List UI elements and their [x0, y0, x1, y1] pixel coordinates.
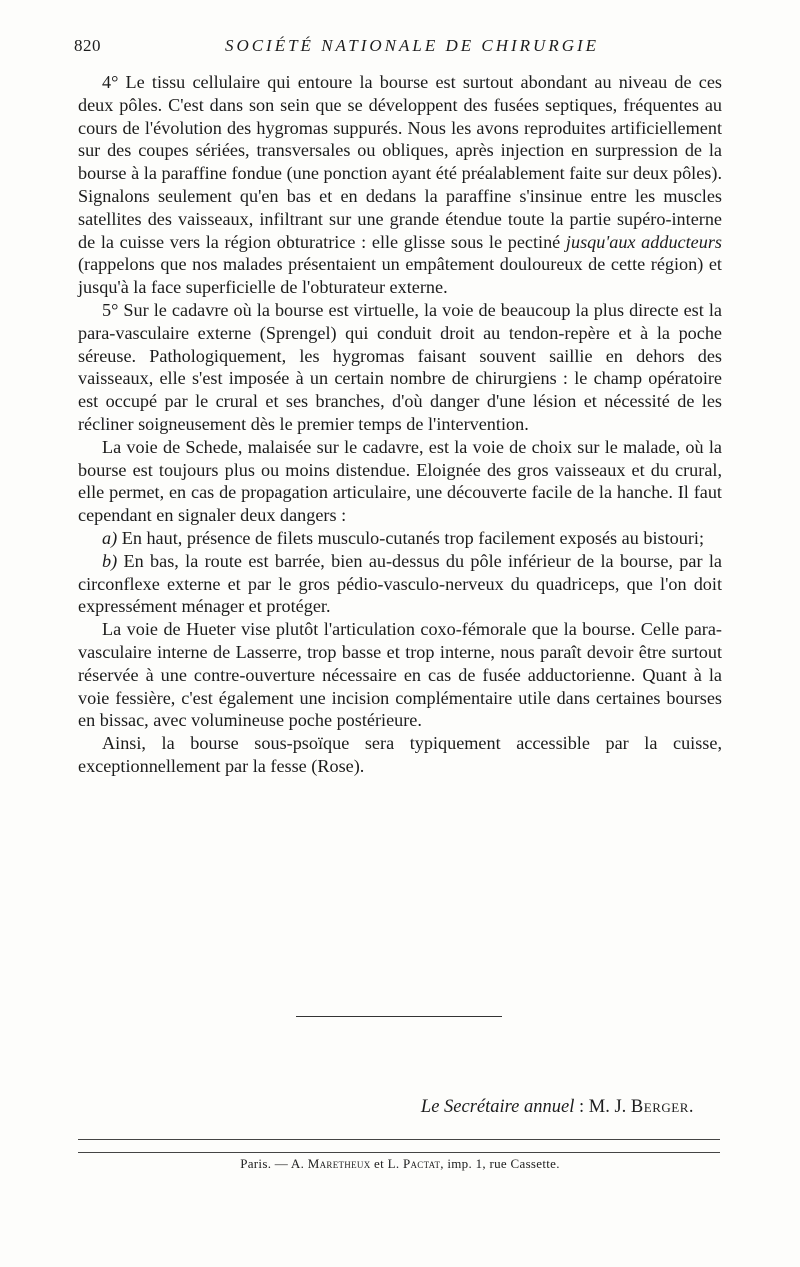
danger-a-text: En haut, présence de filets musculo-cutanés trop facilement exposés au bistouri;	[117, 527, 705, 548]
paragraph-4-italic: jusqu'aux adducteurs	[565, 231, 722, 252]
printer-imprint	[0, 1156, 800, 1172]
signature-surname: Berger.	[630, 1097, 694, 1117]
journal-title: SOCIÉTÉ NATIONALE DE CHIRURGIE	[224, 36, 600, 55]
signature-role: Le Secrétaire annuel	[420, 1097, 575, 1117]
paragraph-5: 5° Sur le cadavre où la bourse est virtuelle, la voie de beaucoup la plus directe est la para-vasculaire externe (Sprengel) qui conduit droit au tendon-repère et à la poche séreuse. Pathologiquement, les hygromas faisant souvent saillie en dehors des vaisseaux, elle s'est imposée à un certain nombre de chirurgiens : le champ opératoire est occupé par le crural et ses branches, d'où danger d'une lésion et nécessité de les récliner soigneusement dès le premier temps de l'intervention.	[78, 299, 722, 434]
signature	[421, 1097, 694, 1118]
imprint-printer-2: Pactat	[402, 1156, 441, 1171]
signature-initials: M. J.	[588, 1097, 631, 1117]
signature-separator: :	[574, 1097, 589, 1117]
paragraph-4-text-b: (rappelons que nos malades présentaient un empâtement douloureux de cette région) et jusqu'à la face superficielle de l'obturateur externe.	[78, 254, 722, 298]
paragraph-danger-a	[78, 527, 722, 550]
running-head	[74, 36, 720, 60]
danger-a-marker: a)	[102, 527, 118, 548]
danger-b-text: En bas, la route est barrée, bien au-dessus du pôle inférieur de la bourse, par la circonflexe externe et par le gros pédio-vasculo-nerveux du quadriceps, que l'on doit expressément ménager et protéger.	[78, 550, 722, 617]
imprint-and: et L.	[370, 1156, 403, 1171]
body-text	[78, 71, 722, 778]
paragraph-schede: La voie de Schede, malaisée sur le cadavre, est la voie de choix sur le malade, où la bourse est toujours plus ou moins distendue. Eloignée des gros vaisseaux et du crural, elle permet, en cas de propagation articulaire, une découverte facile de la hanche. Il faut cependant en signaler deux dangers :	[78, 436, 722, 526]
footer-rule-top	[78, 1139, 720, 1140]
section-divider	[296, 1016, 502, 1017]
paragraph-hueter: La voie de Hueter vise plutôt l'articulation coxo-fémorale que la bourse. Celle para-vasculaire interne de Lasserre, trop basse et trop interne, nous paraît devoir être surtout réservée à une contre-ouverture nécessaire en cas de fusée adductorienne. Quant à la voie fessière, c'est également une incision complémentaire utile dans certaines bourses en bissac, avec volumineuse poche postérieure.	[78, 619, 722, 731]
paragraph-conclusion: Ainsi, la bourse sous-psoïque sera typiquement accessible par la cuisse, exceptionnellement par la fesse (Rose).	[78, 733, 722, 776]
paragraph-danger-b	[78, 550, 722, 618]
imprint-address: , imp. 1, rue Cassette.	[440, 1156, 560, 1171]
paragraph-4	[78, 71, 722, 299]
page-number: 820	[74, 36, 101, 55]
danger-b-marker: b)	[102, 550, 118, 571]
imprint-city: Paris. — A.	[240, 1156, 308, 1171]
imprint-printer-1: Maretheux	[307, 1156, 371, 1171]
footer-rule-bottom	[78, 1152, 720, 1153]
paragraph-4-text-a: 4° Le tissu cellulaire qui entoure la bourse est surtout abondant au niveau de ces deux pôles. C'est dans son sein que se développent des fusées septiques, fréquentes au cours de l'évolution des hygromas suppurés. Nous les avons reproduites artificiellement sur des coupes sériées, transversales ou obliques, après injection en surpression de la bourse à la paraffine fondue (une ponction ayant été préalablement faite sur deux pôles). Signalons seulement qu'en bas et en dedans la paraffine s'insinue entre les muscles satellites des vaisseaux, infiltrant sur une grande étendue toute la partie supéro-interne de la cuisse vers la région obturatrice : elle glisse sous le pectiné	[78, 72, 722, 252]
